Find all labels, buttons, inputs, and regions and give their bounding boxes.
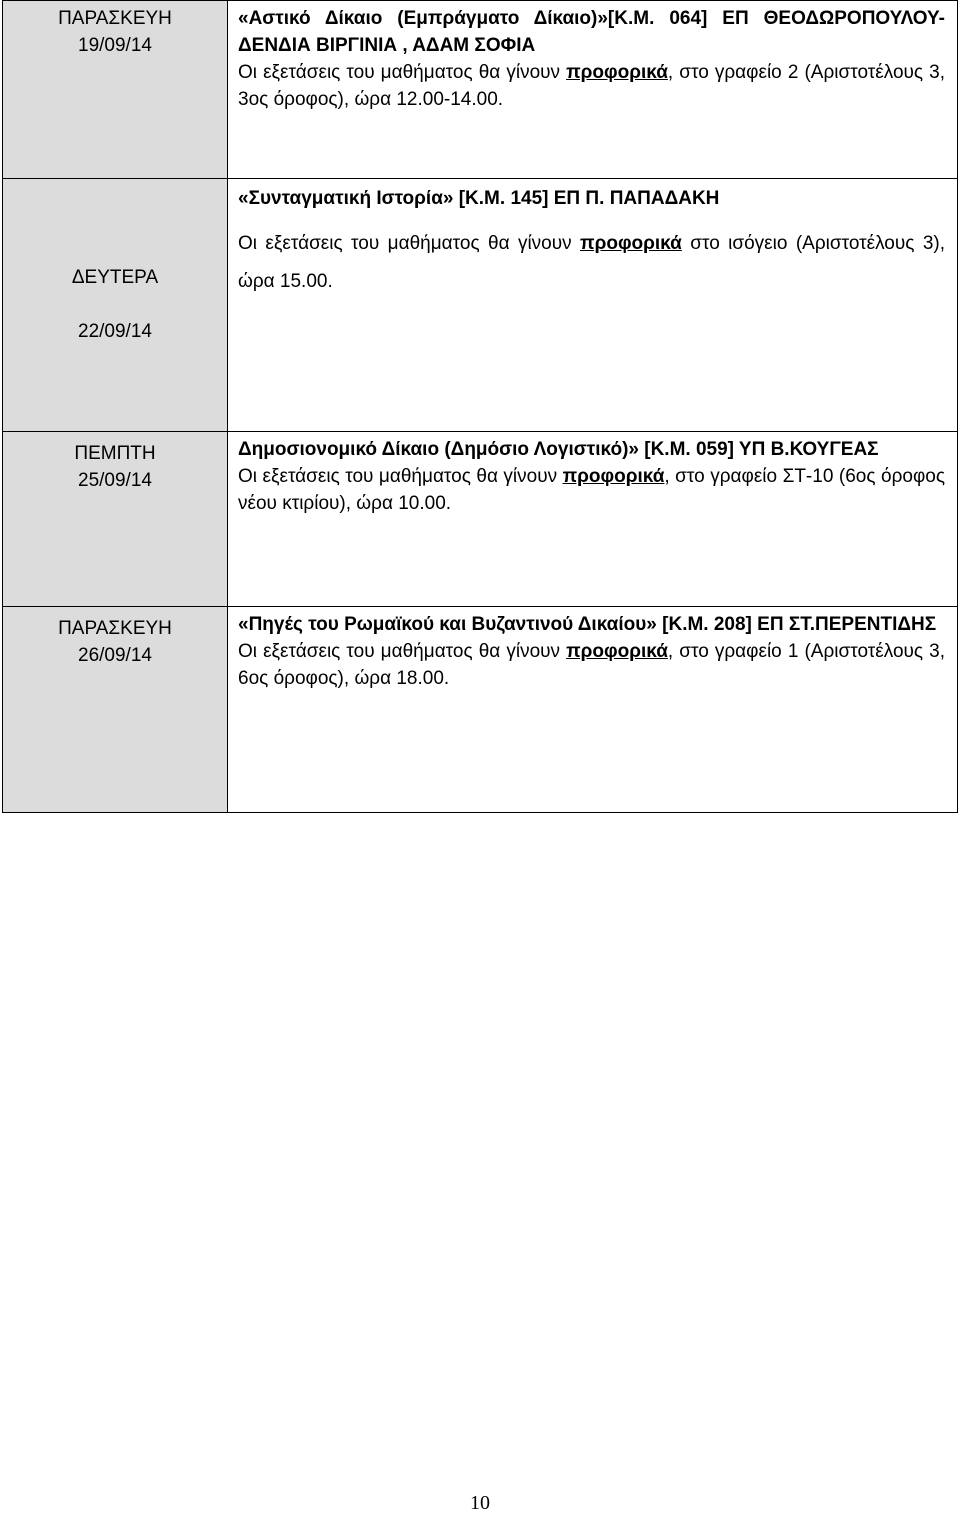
- exam-schedule-table: [2, 0, 958, 813]
- day-date: 26/09/14: [78, 645, 152, 666]
- exam-location-time: , στο γραφείο 2 (Αριστοτέλους 3, 3ος όροφος), ώρα 12.00-14.00.: [238, 62, 945, 110]
- exam-location-time: , στο γραφείο ΣΤ-10 (6ος όροφος νέου κτιρίου), ώρα 10.00.: [238, 466, 945, 514]
- schedule-row: [3, 179, 958, 432]
- exam-mode: προφορικά: [566, 62, 668, 83]
- schedule-row: [3, 607, 958, 813]
- day-cell: [3, 1, 228, 179]
- day-name: ΠΑΡΑΣΚΕΥΗ: [58, 8, 172, 29]
- exam-description: [238, 59, 945, 113]
- day-cell: [3, 607, 228, 813]
- day-name: ΠΕΜΠΤΗ: [74, 443, 156, 464]
- schedule-row: [3, 1, 958, 179]
- schedule-row: [3, 432, 958, 607]
- exam-mode: προφορικά: [566, 641, 668, 662]
- exam-description: [238, 225, 945, 301]
- exam-location-time: , στο γραφείο 1 (Αριστοτέλους 3, 6ος όροφος), ώρα 18.00.: [238, 641, 945, 689]
- course-title: «Πηγές του Ρωμαϊκού και Βυζαντινού Δικαίου» [Κ.Μ. 208] ΕΠ ΣΤ.ΠΕΡΕΝΤΙΔΗΣ: [238, 614, 937, 635]
- exam-mode: προφορικά: [562, 466, 665, 487]
- exam-description: [238, 463, 945, 517]
- day-date: 19/09/14: [78, 35, 152, 56]
- exam-details-cell: [228, 607, 958, 813]
- exam-location-time: στο ισόγειο (Αριστοτέλους 3), ώρα 15.00.: [238, 233, 945, 292]
- exam-details-cell: [228, 179, 958, 432]
- exam-details-cell: [228, 432, 958, 607]
- day-cell: [3, 179, 228, 432]
- day-name: ΠΑΡΑΣΚΕΥΗ: [58, 618, 172, 639]
- exam-description: [238, 638, 945, 692]
- exam-details-cell: [228, 1, 958, 179]
- course-title: «Συνταγματική Ιστορία» [Κ.Μ. 145] ΕΠ Π. ΠΑΠΑΔΑΚΗ: [238, 188, 720, 209]
- day-date: 22/09/14: [78, 321, 152, 342]
- day-cell: [3, 432, 228, 607]
- exam-description-text: Οι εξετάσεις του μαθήματος θα γίνουν: [238, 466, 563, 487]
- exam-description-text: Οι εξετάσεις του μαθήματος θα γίνουν: [238, 641, 567, 662]
- day-name: ΔΕΥΤΕΡΑ: [71, 267, 159, 288]
- course-title: «Αστικό Δίκαιο (Εμπράγματο Δίκαιο)»[Κ.Μ. 064] ΕΠ ΘΕΟΔΩΡΟΠΟΥΛΟΥ-ΔΕΝΔΙΑ ΒΙΡΓΙΝΙΑ , ΑΔΑΜ ΣΟΦΙΑ: [238, 8, 945, 56]
- exam-mode: προφορικά: [580, 233, 682, 254]
- course-title: Δημοσιονομικό Δίκαιο (Δημόσιο Λογιστικό)» [Κ.Μ. 059] ΥΠ Β.ΚΟΥΓΕΑΣ: [238, 439, 879, 460]
- day-date: 25/09/14: [78, 470, 152, 491]
- exam-description-text: Οι εξετάσεις του μαθήματος θα γίνουν: [238, 233, 581, 254]
- exam-description-text: Οι εξετάσεις του μαθήματος θα γίνουν: [238, 62, 567, 83]
- page-number: 10: [470, 1492, 490, 1514]
